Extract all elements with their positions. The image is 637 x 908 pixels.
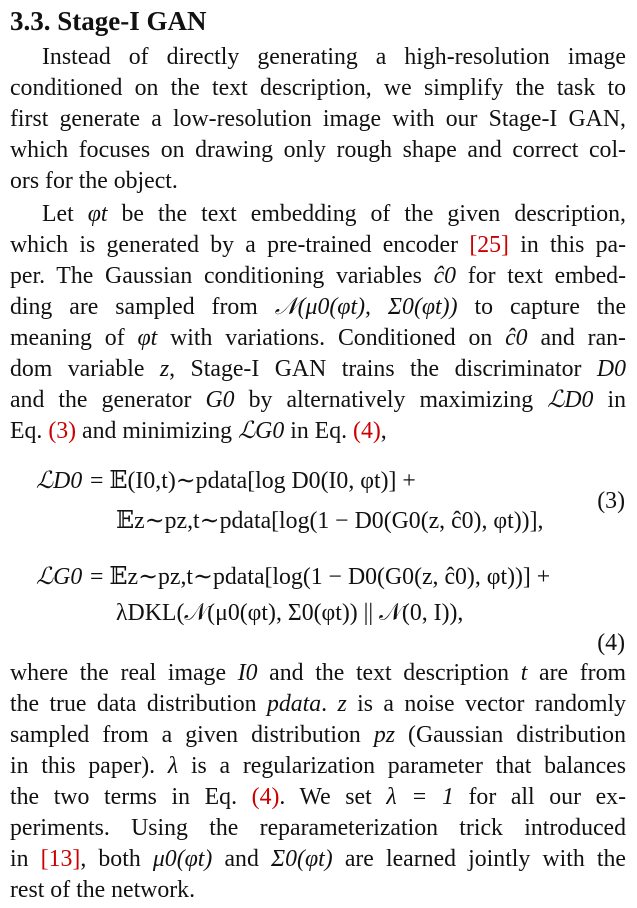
paragraph2-line: dom variable z, Stage-I GAN trains the discriminator D0 — [10, 356, 626, 382]
paragraph1-line: ors for the object. — [10, 168, 178, 194]
citation-link[interactable]: [13] — [40, 846, 81, 872]
math-inline: μ0(φt) — [152, 846, 213, 872]
math-inline: λ = 1 — [386, 784, 454, 810]
section-heading: 3.3. Stage-I GAN — [10, 6, 207, 36]
math-inline: λ — [167, 753, 179, 779]
equation4-line1: = 𝔼z∼pz,t∼pdata[log(1 − D0(G0(z, ĉ0), φt))] + — [90, 564, 551, 590]
math-inline: z — [159, 356, 170, 382]
math-inline: Σ0(φt) — [271, 846, 333, 872]
equation-ref-link[interactable]: (4) — [251, 784, 280, 810]
paragraph3-line: the true data distribution pdata. z is a noise vector randomly — [10, 691, 626, 717]
paragraph1-line: which focuses on drawing only rough shape and correct col- — [10, 137, 626, 163]
citation-link[interactable]: [25] — [469, 232, 509, 258]
equation4-lhs: ℒG0 — [36, 564, 83, 590]
paragraph2-line: meaning of φt with variations. Conditioned on ĉ0 and ran- — [10, 325, 626, 351]
paragraph2-line: Let φt be the text embedding of the given description, — [42, 201, 627, 227]
equation3-line2: 𝔼z∼pz,t∼pdata[log(1 − D0(G0(z, ĉ0), φt))], — [116, 508, 544, 534]
paragraph3-line: in this paper). λ is a regularization parameter that balances — [10, 753, 626, 779]
math-inline: pdata — [266, 691, 322, 717]
math-inline: z — [337, 691, 347, 717]
equation4-number: (4) — [597, 630, 625, 656]
paragraph2-line: per. The Gaussian conditioning variables ĉ0 for text embed- — [10, 263, 626, 289]
math-inline: φt — [87, 201, 108, 227]
math-inline: D0 — [596, 356, 626, 382]
paragraph3-line: sampled from a given distribution pz (Gaussian distribution — [10, 722, 626, 748]
paragraph1-line: conditioned on the text description, we simplify the task to — [10, 75, 626, 101]
paragraph3-line: in [13], both μ0(φt) and Σ0(φt) are learned jointly with the — [10, 846, 626, 872]
math-inline: I0 — [237, 660, 258, 686]
math-inline: ĉ0 — [505, 325, 528, 351]
equation-ref-link[interactable]: (3) — [48, 418, 77, 444]
math-inline: ℒD0 — [547, 387, 594, 413]
math-inline: φt — [137, 325, 158, 351]
math-inline: t — [520, 660, 528, 686]
paragraph3-line: rest of the network. — [10, 877, 196, 903]
equation-ref-link[interactable]: (4) — [353, 418, 381, 444]
equation3-lhs: ℒD0 — [36, 468, 83, 494]
paragraph2-line: which is generated by a pre-trained encoder [25] in this pa- — [10, 232, 626, 258]
paragraph2-line: ding are sampled from 𝒩(μ0(φt), Σ0(φt)) to capture the — [10, 294, 627, 320]
paragraph2-line: Eq. (3) and minimizing ℒG0 in Eq. (4), — [10, 418, 387, 444]
math-inline: ℒG0 — [238, 418, 285, 444]
paragraph2-line: and the generator G0 by alternatively maximizing ℒD0 in — [10, 387, 626, 413]
equation4-line2: λDKL(𝒩(μ0(φt), Σ0(φt)) || 𝒩(0, I)), — [116, 600, 464, 626]
math-inline: 𝒩(μ0(φt), Σ0(φt)) — [274, 294, 458, 320]
paragraph3-line: the two terms in Eq. (4). We set λ = 1 for all our ex- — [10, 784, 627, 810]
paragraph1-line: first generate a low-resolution image with our Stage-I GAN, — [10, 106, 626, 132]
math-inline: G0 — [205, 387, 235, 413]
paragraph3-line: periments. Using the reparameterization trick introduced — [10, 815, 626, 841]
equation3-number: (3) — [597, 488, 625, 514]
math-inline: pz — [373, 722, 396, 748]
equation3-line1: = 𝔼(I0,t)∼pdata[log D0(I0, φt)] + — [90, 468, 416, 494]
paragraph1-line: Instead of directly generating a high-resolution image — [42, 44, 626, 70]
math-inline: ĉ0 — [433, 263, 457, 289]
paragraph3-line: where the real image I0 and the text description t are from — [10, 660, 626, 686]
